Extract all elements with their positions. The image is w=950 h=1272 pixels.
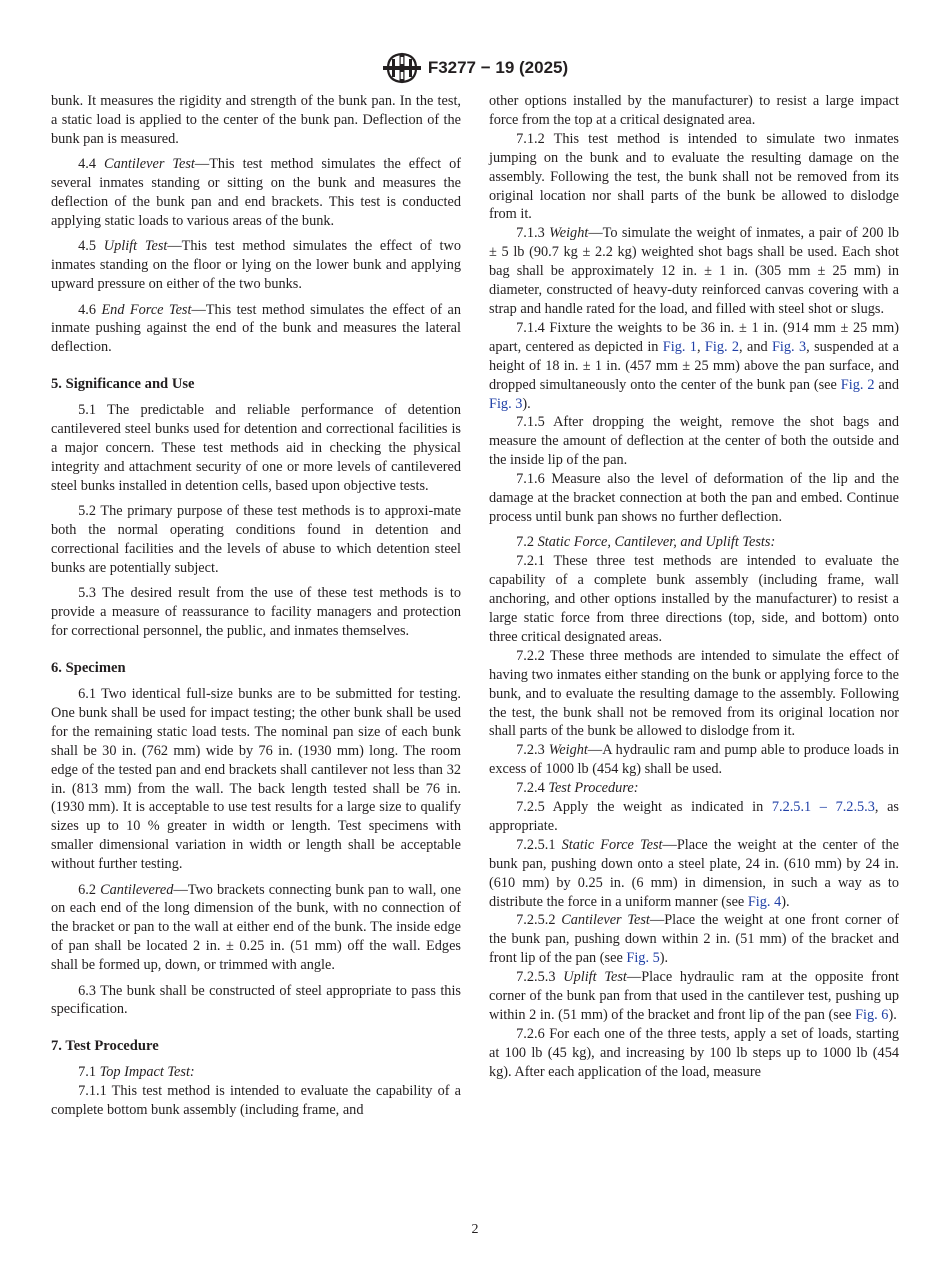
paragraph-6-3: 6.3 The bunk shall be constructed of steel appropriate to pass this specification.: [51, 982, 461, 1018]
text-run: ,: [696, 338, 705, 355]
paragraph-7-2-1: 7.2.1 These three test methods are intended to evaluate the capability of a complete bunk assembly (including frame, wall anchoring, and other options installed by the manufacturer) to resist a large static force from three directions (top, side, and bottom) onto three critical designated areas.: [489, 553, 899, 645]
text-run: ).: [659, 950, 669, 967]
fig-2-link[interactable]: Fig. 2: [840, 376, 875, 393]
paragraph-7-1-4: [489, 319, 899, 414]
text-run: , suspended at a height of 18 in. ± 1 in. (457 mm ± 25 mm) above the pan surface, and dropped simultaneously onto the center of the bunk pan (see: [489, 338, 900, 393]
section-number: 7.2.5.2: [516, 912, 556, 929]
section-number: 7.2: [516, 534, 535, 551]
paragraph-7-2-5-3: [489, 968, 899, 1025]
paragraph-7-2-6: 7.2.6 For each one of the three tests, apply a set of loads, starting at 100 lb (45 kg), and increasing by 100 lb steps up to 1000 lb (454 kg). After each application of the load, measure: [489, 1025, 899, 1080]
fig-1-link[interactable]: Fig. 1: [662, 338, 697, 355]
paragraph-4-3-continued: bunk. It measures the rigidity and strength of the bunk pan. In the test, a static load is applied to the center of the bunk pan. Deflection of the bunk pan is measured.: [51, 93, 461, 147]
text-run: ).: [522, 395, 531, 412]
paragraph-7-2-2: 7.2.2 These three methods are intended to simulate the effect of having two inmates either standing on the bunk or applying force to the bunk, and to evaluate the resulting damage to the assembly. Following the test, the bunk shall not be removed from its original location nor shall parts of the bunk be allowed to dislodge from it.: [489, 647, 899, 740]
paragraph-7-1-6: 7.1.6 Measure also the level of deformation of the lip and the damage at the bracket connection at both the pan and embed. Continue process until bunk pan shows no further deflection.: [489, 471, 899, 525]
section-text: —Place the weight at one front corner of the bunk pan, pushing down within 2 in. (51 mm) of the bracket and front lip of the pan (see: [489, 912, 900, 967]
fig-3-link[interactable]: Fig. 3: [771, 338, 807, 355]
fig-6-link[interactable]: Fig. 6: [855, 1007, 889, 1023]
paragraph-7-2-5-1: [489, 836, 899, 912]
section-number: 7.2.4: [516, 780, 545, 797]
astm-logo-icon: [382, 51, 422, 85]
section-title: Uplift Test: [563, 969, 627, 986]
section-title: Uplift Test: [103, 238, 168, 255]
section-text: —Two brackets connecting bunk pan to wall, one on each end of the long dimension of the bunk, with no connection of the bracket or pan to the wall at either end of the bunk. The inside edge of pan shall be located 2 in. ± 0.25 in. (51 mm) off the wall. Edges shall be formed up, down, or trimmed with angle.: [51, 881, 461, 974]
paragraph-7-2-5-2: [489, 911, 899, 968]
section-number: 7.1: [78, 1064, 97, 1081]
section-number: 4.5: [78, 238, 97, 255]
document-id: F3277 − 19 (2025): [427, 58, 569, 77]
section-title: Static Force, Cantilever, and Uplift Tests:: [537, 534, 776, 551]
section-text: —To simulate the weight of inmates, a pair of 200 lb ± 5 lb (90.7 kg ± 2.2 kg) weighted shot bags shall be used. Each shot bag shall be approximately 12 in. ± 1 in. (305 mm ± 25 mm) in diameter, constructed of heavy-duty reinforced canvas covering with a strap and handle rated for the load, and filled with steel shot or slugs.: [489, 225, 899, 317]
paragraph-7-1-1-continued: other options installed by the manufacturer) to resist a large impact force from the top at a critical designated area.: [489, 93, 899, 128]
section-title: Cantilever Test: [561, 912, 650, 929]
section-text: —A hydraulic ram and pump able to produce loads in excess of 1000 lb (454 kg) shall be used.: [489, 742, 899, 778]
paragraph-7-2-4: [489, 779, 899, 798]
page-number: 2: [471, 1222, 479, 1237]
paragraph-6-2: [51, 881, 461, 976]
section-number: 7.2.3: [516, 742, 545, 759]
section-title: Weight: [549, 225, 589, 242]
section-title: Cantilevered: [100, 881, 174, 898]
section-number: 7.1.3: [516, 225, 545, 242]
fig-5-link[interactable]: Fig. 5: [626, 950, 660, 967]
heading-specimen: 6. Specimen: [51, 660, 126, 677]
heading-significance-and-use: 5. Significance and Use: [51, 376, 195, 393]
paragraph-7-1-1: 7.1.1 This test method is intended to evaluate the capability of a complete bottom bunk assembly (including frame, and: [51, 1083, 461, 1119]
heading-test-procedure: 7. Test Procedure: [51, 1038, 159, 1055]
paragraph-5-3: 5.3 The desired result from the use of these test methods is to provide a measure of reassurance to facility managers and protection for correctional personnel, the public, and inmates themselves.: [51, 585, 461, 640]
section-number: 4.6: [78, 301, 97, 318]
paragraph-7-1-3: [489, 224, 899, 319]
left-column: [51, 92, 461, 1120]
paragraph-7-1: [51, 1063, 461, 1082]
paragraph-4-4: [51, 155, 461, 231]
paragraph-7-2-3: [489, 741, 899, 779]
page-header: [0, 50, 950, 86]
section-title: End Force Test: [101, 301, 192, 318]
section-range-link[interactable]: 7.2.5.1 – 7.2.5.3: [771, 799, 875, 816]
section-text: —This test method simulates the effect of an inmate pushing against the end of the bunk and measures the lateral deflection.: [51, 301, 461, 356]
text-run: ).: [888, 1007, 897, 1023]
paragraph-5-1: 5.1 The predictable and reliable performance of detention cantilevered steel bunks used for detention and correctional facilities is a major concern. These test methods aid in checking the physical integrity and attachment security of one or more levels of cantilevered steel bunks installed in detention cells, based upon objective tests.: [51, 402, 461, 494]
text-run: and: [874, 376, 900, 393]
section-number: 7.2.5.1: [516, 836, 556, 853]
section-title: Cantilever Test: [104, 156, 195, 173]
section-number: 6.2: [78, 881, 97, 898]
section-title: Top Impact Test:: [99, 1064, 195, 1081]
text-run: ).: [781, 893, 790, 910]
text-run: , and: [739, 338, 772, 355]
paragraph-6-1: 6.1 Two identical full-size bunks are to be submitted for testing. One bunk shall be used for impact testing; the other bunk shall be used for the remaining static load tests. The nominal pan size of each bunk shall be 30 in. (762 mm) wide by 76 in. (1930 mm) long. The room edge of the tested pan and end brackets shall cantilever not less than 32 in. (813 mm) from the wall. The back length tested shall be 76 in. (1930 mm). It is acceptable to use test results for a large size to qualify sizes up to 10 % greater in width or length. Test specimens with smaller dimensional variation in width or length shall be acceptable without further testing.: [51, 685, 461, 873]
section-number: 7.2.5.3: [516, 969, 556, 986]
text-run: 7.1.4 Fixture the weights to be 36 in. ± 1 in. (914 mm ± 25 mm) apart, centered as depicted in: [489, 319, 899, 355]
paragraph-7-1-5: 7.1.5 After dropping the weight, remove the shot bags and measure the amount of deflection at the center of both the outside and the inside lip of the pan.: [489, 414, 899, 469]
section-title: Static Force Test: [561, 836, 663, 853]
paragraph-7-1-2: 7.1.2 This test method is intended to simulate two inmates jumping on the bunk and to evaluate the resulting damage on the assembly. Following the test, the bunk shall not be removed from its original location nor shall parts of the bunk be allowed to dislodge from it.: [489, 130, 899, 223]
paragraph-4-5: [51, 237, 461, 294]
section-text: —Place the weight at the center of the bunk pan, pushing down onto a steel plate, 24 in. (610 mm) by 24 in. (610 mm) by 0.25 in. (6 mm) in dimension, in such a way as to distribute the force in a uniform manner (see: [489, 836, 899, 910]
section-title: Weight: [548, 742, 588, 759]
fig-3-link[interactable]: Fig. 3: [489, 395, 523, 412]
paragraph-5-2: 5.2 The primary purpose of these test methods is to approxi-mate both the normal operating conditions found in detention and correctional facilities and the levels of abuse to which detention steel bunks are potentially subject.: [51, 503, 461, 576]
section-title: Test Procedure:: [548, 780, 639, 797]
section-text: —Place hydraulic ram at the opposite front corner of the bunk pan from that used in the cantilever test, pushing up within 2 in. (51 mm) of the bracket and front lip of the pan (see: [489, 969, 899, 1023]
fig-2-link[interactable]: Fig. 2: [704, 338, 740, 355]
paragraph-7-2: [489, 533, 899, 552]
paragraph-7-2-5: [489, 798, 899, 836]
text-run: 7.2.5 Apply the weight as indicated in: [516, 799, 772, 816]
fig-4-link[interactable]: Fig. 4: [747, 893, 782, 910]
section-text: —This test method simulates the effect of several inmates standing or sitting on the bunk and measures the deflection of the bunk pan and end brackets. This test is conducted applying static loads to various areas of the bunk.: [51, 156, 461, 229]
paragraph-4-6: [51, 301, 461, 358]
section-text: —This test method simulates the effect of two inmates standing on the floor or lying on the lower bunk and applying upward pressure on either of the two bunks.: [51, 238, 461, 293]
right-column: [489, 92, 899, 1082]
section-number: 4.4: [78, 156, 97, 173]
text-run: , as appropriate.: [489, 799, 899, 834]
